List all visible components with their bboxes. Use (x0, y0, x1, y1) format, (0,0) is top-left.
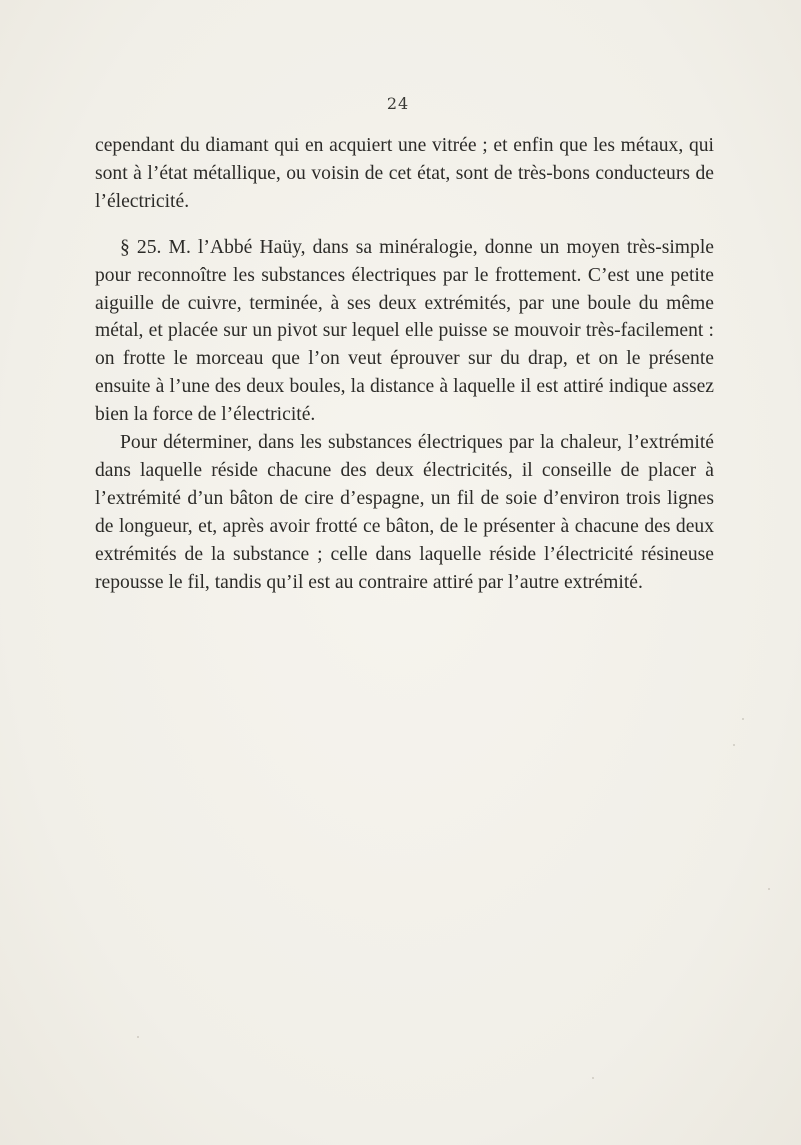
paragraph-gap (95, 216, 714, 234)
paper-speck (592, 1077, 594, 1079)
body-text (95, 132, 714, 597)
paper-speck (768, 888, 770, 890)
paper-speck (742, 718, 744, 720)
paragraph-continuation: cependant du diamant qui en acquiert une vitrée ; et enfin que les métaux, qui sont à l’état métallique, ou voisin de cet état, sont de très-bons conducteurs de l’électricité. (95, 135, 714, 212)
paragraph-determination: Pour déterminer, dans les substances électriques par la chaleur, l’extrémité dans laquelle réside chacune des deux électricités, il conseille de placer à l’extrémité d’un bâton de cire d’espagne, un fil de soie d’environ trois lignes de longueur, et, après avoir frotté ce bâton, de le présenter à chacune des deux extrémités de la substance ; celle dans laquelle réside l’électricité résineuse repousse le fil, tandis qu’il est au contraire attiré par l’autre extrémité. (95, 432, 714, 593)
paper-speck (733, 744, 735, 746)
paragraph-section-25: § 25. M. l’Abbé Haüy, dans sa minéralogie, donne un moyen très-simple pour reconnoître les substances électriques par le frottement. C’est une petite aiguille de cuivre, terminée, à ses deux extrémités, par une boule du même métal, et placée sur un pivot sur lequel elle puisse se mouvoir très-facilement : on frotte le morceau que l’on veut éprouver sur du drap, et on le présente ensuite à l’une des deux boules, la distance à laquelle il est attiré indique assez bien la force de l’électricité. (95, 236, 714, 426)
page-number: 24 (386, 94, 410, 113)
paper-speck (137, 1036, 139, 1038)
